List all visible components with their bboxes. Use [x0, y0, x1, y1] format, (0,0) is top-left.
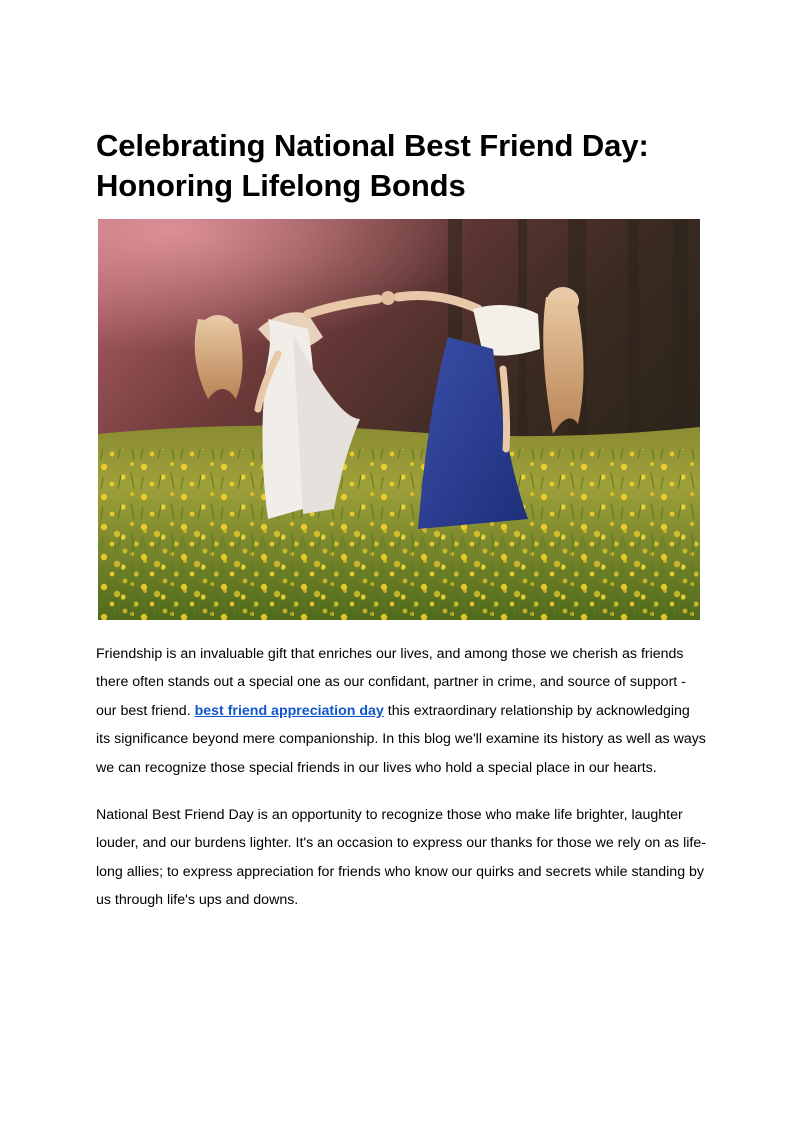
intro-text-before: Friendship is an invaluable gift that enriches our lives, and among those we cherish as friends there often stands out a special one as our confidant, partner in crime, and source of support - our best friend. — [96, 646, 686, 719]
title-line-1: Celebrating National Best Friend Day: — [96, 128, 649, 163]
title-line-2: Honoring Lifelong Bonds — [96, 168, 466, 203]
intro-text-after: this extraordinary relationship by acknowledging its significance beyond mere companionship. In this blog we'll examine its history as well as ways we can recognize those special friends in our lives who hold a special place in our hearts. — [96, 702, 706, 776]
hero-image — [98, 219, 700, 620]
intro-paragraph — [96, 640, 706, 782]
second-paragraph: National Best Friend Day is an opportunity to recognize those who make life brighter, laughter louder, and our burdens lighter. It's an occasion to express our thanks for those we rely on as life-long allies; to express appreciation for friends who know our quirks and secrets while standing by us through life's ups and downs. — [96, 807, 706, 909]
page-title — [96, 126, 736, 206]
best-friend-appreciation-link[interactable]: best friend appreciation day — [194, 702, 384, 719]
